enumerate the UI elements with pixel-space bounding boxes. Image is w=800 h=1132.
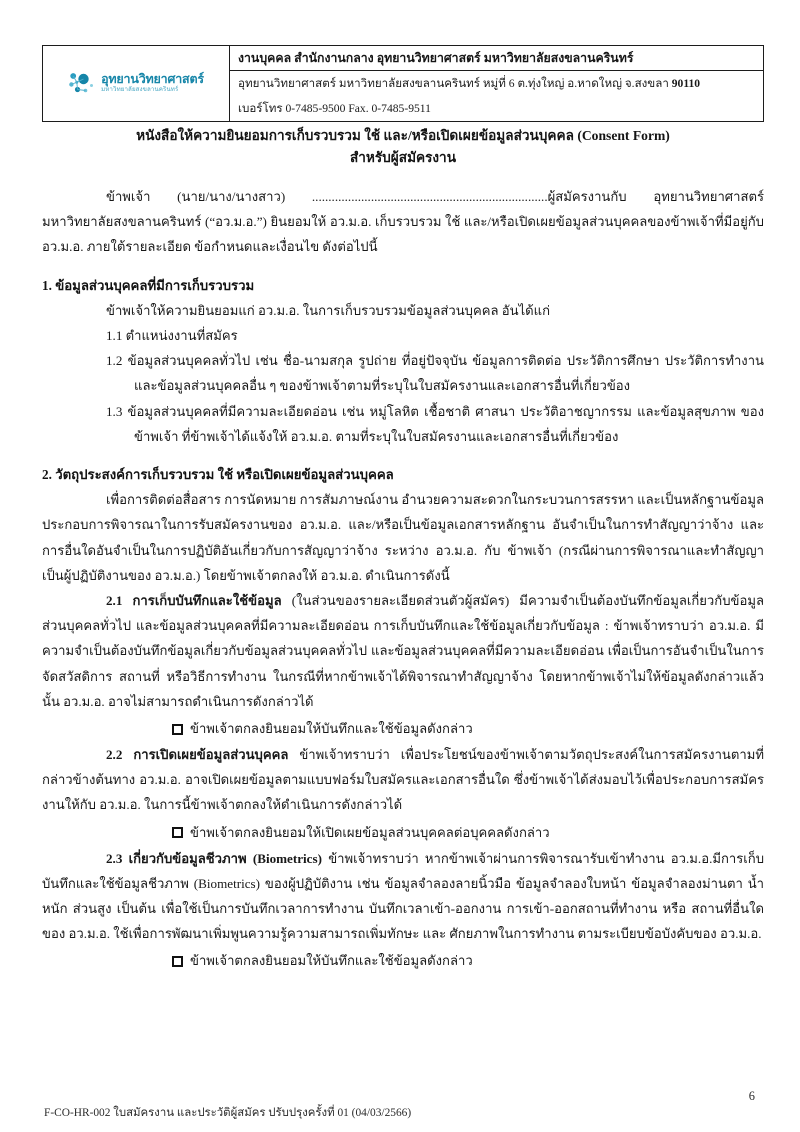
header-fax-number: 0-7485-9511: [368, 101, 431, 115]
page-title-line1: หนังสือให้ความยินยอมการเก็บรวบรวม ใช้ และ/หรือเปิดเผยข้อมูลส่วนบุคคล (Consent Form): [136, 128, 670, 143]
consent-checkbox-label-2-3: ข้าพเจ้าตกลงยินยอมให้บันทึกและใช้ข้อมูลดังกล่าว: [190, 953, 473, 969]
page-title: [42, 125, 764, 169]
consent-checkbox-2-2[interactable]: [172, 827, 183, 838]
section-2-item-2-1-title: การเก็บบันทึกและใช้ข้อมูล: [132, 593, 282, 609]
molecule-logo-icon: [68, 71, 98, 97]
section-1-item-1-3: 1.3 ข้อมูลส่วนบุคคลที่มีความละเอียดอ่อน เช่น หมู่โลหิต เชื้อชาติ ศาสนา ประวัติอาชญากรรม และข้อมูลสุขภาพ ของข้าพเจ้า ที่ข้าพเจ้าได้แจ้งให้ อว.ม.อ. ตามที่ระบุในใบสมัครงานและเอกสารอื่นที่เกี่ยวข้อง: [106, 403, 764, 444]
page-title-line2: สำหรับผู้สมัครงาน: [349, 150, 456, 165]
header-tel-text: เบอร์โทร 0-7485-9500: [238, 101, 349, 115]
section-1-intro: ข้าพเจ้าให้ความยินยอมแก่ อว.ม.อ. ในการเก็บรวบรวมข้อมูลส่วนบุคคล อันได้แก่: [106, 302, 551, 318]
header-table: [42, 45, 764, 122]
section-2-item-2-2: [42, 742, 764, 818]
header-telephone-line: [230, 96, 764, 122]
section-2-item-2-3-number: 2.3: [106, 850, 129, 866]
section-2-item-2-1-number: 2.1: [106, 593, 133, 609]
footer-page-number: 6: [748, 1089, 755, 1103]
section-1-heading: 1. ข้อมูลส่วนบุคคลที่มีการเก็บรวบรวม: [42, 277, 255, 293]
section-1-item-1-2: 1.2 ข้อมูลส่วนบุคคลทั่วไป เช่น ชื่อ-นามสกุล รูปถ่าย ที่อยู่ปัจจุบัน ข้อมูลการติดต่อ ประวัติการศึกษา ประวัติการทำงาน และข้อมูลส่วนบุคคลอื่น ๆ ของข้าพเจ้าตามที่ระบุในใบสมัครงานและเอกสารอื่นที่เกี่ยวข้อง: [106, 353, 764, 394]
logo-cell: [43, 46, 230, 122]
logo-text-primary: อุทยานวิทยาศาสตร์: [101, 71, 204, 87]
consent-checkbox-row-2-3[interactable]: [42, 948, 764, 974]
section-2-item-2-2-number: 2.2: [106, 747, 134, 763]
header-address-text: อุทยานวิทยาศาสตร์ มหาวิทยาลัยสงขลานครินทร์ หมู่ที่ 6 ต.ทุ่งใหญ่ อ.หาดใหญ่ จ.สงขลา: [238, 76, 672, 90]
header-org-line: งานบุคคล สำนักงานกลาง อุทยานวิทยาศาสตร์ มหาวิทยาลัยสงขลานครินทร์: [230, 46, 764, 71]
footer-document-code: F-CO-HR-002 ใบสมัครงาน และประวัติผู้สมัคร ปรับปรุงครั้งที่ 01 (04/03/2566): [44, 1107, 412, 1119]
consent-checkbox-2-1[interactable]: [172, 724, 183, 735]
header-postcode: 90110: [671, 76, 701, 90]
section-2-item-2-1-body: (ในส่วนของรายละเอียดส่วนตัวผู้สมัคร) มีความจำเป็นต้องบันทึกข้อมูลเกี่ยวกับข้อมูลส่วนบุคคลทั่วไป และข้อมูลส่วนบุคคลที่มีความละเอียดอ่อน การเก็บบันทึกและใช้ข้อมูลเกี่ยวกับข้อมูล : ข้าพเจ้าทราบว่า อว.ม.อ. มีความจำเป็นต้องบันทึกข้อมูลเกี่ยวกับข้อมูลส่วนบุคคลทั่วไป และข้อมูลส่วนบุคคลที่มีความละเอียดอ่อน เพื่อเป็นการอันจำเป็นในการจัดสวัสดิการ สถานที่ หรือวิธีการทำงาน ในกรณีที่หากข้าพเจ้าได้พิจารณาทำสัญญาจ้าง โดยหากข้าพเจ้าไม่ให้ข้อมูลดังกล่าวแล้วนั้น อว.ม.อ. อาจไม่สามารถดำเนินการดังกล่าวได้: [42, 593, 764, 709]
section-2-item-2-3-body: ข้าพเจ้าทราบว่า หากข้าพเจ้าผ่านการพิจารณารับเข้าทำงาน อว.ม.อ.มีการเก็บบันทึกและใช้ข้อมูลชีวภาพ (Biometrics) ของผู้ปฏิบัติงาน เช่น ข้อมูลจำลองลายนิ้วมือ ข้อมูลจำลองใบหน้า ข้อมูลจำลองม่านตา น้ำหนัก ส่วนสูง เป็นต้น เพื่อใช้เป็นการบันทึกเวลาการทำงาน บันทึกเวลาเข้า-ออกงาน การเข้า-ออกสถานที่ทำงาน หรือ สถานที่อื่นใด ของ อว.ม.อ. ใช้เพื่อการพัฒนาเพิ่มพูนความรู้ความสามารถเพิ่มทักษะ และ ศักยภาพในการทำงาน ตามระเบียบข้อบังคับของ อว.ม.อ.: [42, 850, 765, 942]
consent-checkbox-row-2-2[interactable]: [42, 820, 764, 846]
logo-text-secondary: มหาวิทยาลัยสงขลานครินทร์: [101, 86, 179, 94]
section-2-item-2-2-body: ข้าพเจ้าทราบว่า เพื่อประโยชน์ของข้าพเจ้าตามวัตถุประสงค์ในการสมัครงานตามที่กล่าวข้างต้นทาง อว.ม.อ. อาจเปิดเผยข้อมูลตามแบบฟอร์มใบสมัครและเอกสารอื่นใด ซึ่งข้าพเจ้าได้ส่งมอบไว้เพื่อประกอบการสมัครงานให้กับ อว.ม.อ. ในการนี้ข้าพเจ้าตกลงให้ดำเนินการดังกล่าวได้: [42, 747, 765, 813]
consent-checkbox-row-2-1[interactable]: [42, 716, 764, 742]
section-2-item-2-3: [42, 846, 764, 947]
header-address-line: [230, 71, 764, 97]
section-2-item-2-2-title: การเปิดเผยข้อมูลส่วนบุคคล: [133, 747, 289, 763]
document-body: [42, 184, 764, 974]
consent-checkbox-label-2-2: ข้าพเจ้าตกลงยินยอมให้เปิดเผยข้อมูลส่วนบุคคลต่อบุคคลดังกล่าว: [190, 824, 550, 840]
section-2-item-2-3-title: เกี่ยวกับข้อมูลชีวภาพ (Biometrics): [128, 850, 322, 866]
header-fax-label: Fax.: [348, 101, 369, 115]
section-2-intro: เพื่อการติดต่อสื่อสาร การนัดหมาย การสัมภาษณ์งาน อำนวยความสะดวกในกระบวนการสรรหา และเป็นหลักฐานข้อมูลประกอบการพิจารณาในการรับสมัครงานของ อว.ม.อ. และ/หรือเป็นข้อมูลเอกสารหลักฐาน อันจำเป็นในการทำสัญญาว่าจ้าง และการอื่นใดอันจำเป็นในการปฏิบัติอันเกี่ยวกับการสัญญาว่าจ้าง ระหว่าง อว.ม.อ. กับ ข้าพเจ้า (กรณีผ่านการพิจารณาและทำสัญญาเป็นผู้ปฏิบัติงานของ อว.ม.อ.) โดยข้าพเจ้าตกลงให้ อว.ม.อ. ดำเนินการดังนี้: [42, 492, 764, 583]
section-2-heading: 2. วัตถุประสงค์การเก็บรวบรวม ใช้ หรือเปิดเผยข้อมูลส่วนบุคคล: [42, 467, 394, 483]
section-2-item-2-1: [42, 588, 764, 714]
consent-checkbox-label-2-1: ข้าพเจ้าตกลงยินยอมให้บันทึกและใช้ข้อมูลดังกล่าว: [190, 721, 473, 737]
section-1-item-1-1: 1.1 ตำแหน่งงานที่สมัคร: [106, 328, 238, 344]
consent-checkbox-2-3[interactable]: [172, 956, 183, 967]
intro-paragraph: ข้าพเจ้า (นาย/นาง/นางสาว) ........................................................................ผู้สมัครงานกับ อุทยานวิทยาศาสตร์ มหาวิทยาลัยสงขลานครินทร์ (“อว.ม.อ.”) ยินยอมให้ อว.ม.อ. เก็บรวบรวม ใช้ และ/หรือเปิดเผยข้อมูลส่วนบุคคลของข้าพเจ้าที่มีอยู่กับ อว.ม.อ. ภายใต้รายละเอียด ข้อกำหนดและเงื่อนไข ดังต่อไปนี้: [42, 189, 764, 255]
